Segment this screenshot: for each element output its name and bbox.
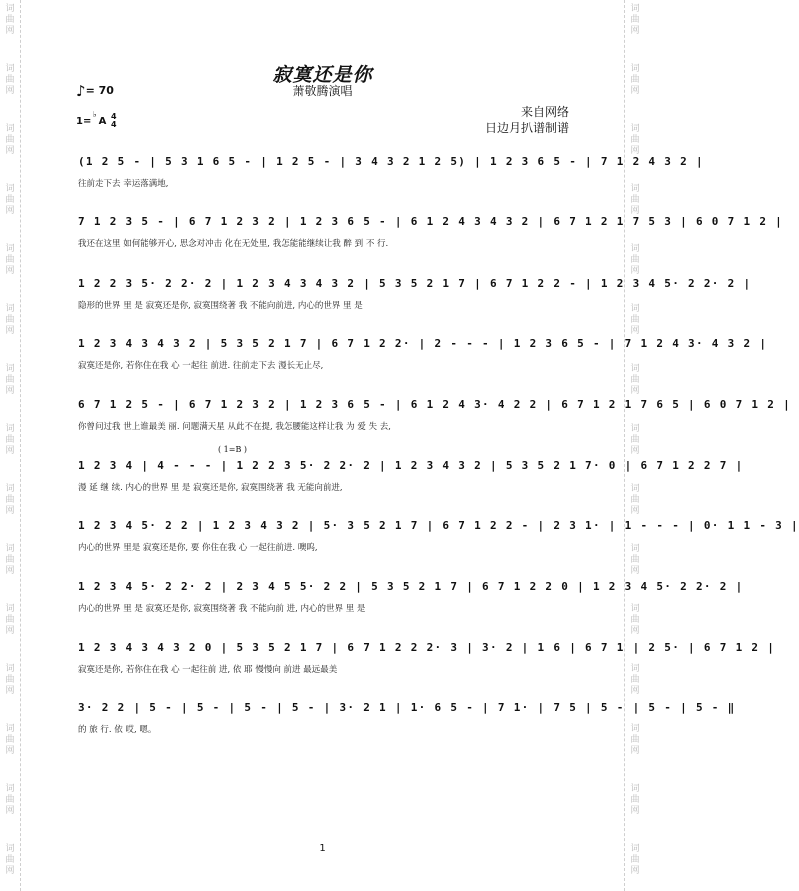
time-signature-top: 4 xyxy=(111,112,117,121)
lyric-line: 往前走下去 幸运落满地, xyxy=(78,179,169,189)
lyric-line: 你曾问过我 世上谁最美 丽. 问题满天星 从此不在提, 我怎腰能这样让我 为 爱 失 去, xyxy=(78,422,391,432)
right-watermark-column xyxy=(624,0,645,891)
notation-line: (1 2 5 - | 5 3 1 6 5 - | 1 2 5 - | 3 4 3 2 1 2 5) | 1 2 3 6 5 - | 7 1 2 4 3 2 | xyxy=(78,155,704,168)
left-watermark-column xyxy=(0,0,21,891)
notation-line: 1 2 3 4 3 4 3 2 0 | 5 3 5 2 1 7 | 6 7 1 2 2 2· 3 | 3· 2 | 1 6 | 6 7 1 | 2 5· | 6 7 1 2 | xyxy=(78,641,776,654)
source-credit: 来自网络 xyxy=(520,105,569,119)
notation-line: 3· 2 2 | 5 - | 5 - | 5 - | 5 - | 3· 2 1 | 1· 6 5 - | 7 1· | 7 5 | 5 - | 5 - | 5 - ‖ xyxy=(78,701,736,714)
key-signature xyxy=(76,110,107,127)
watermark-text: 词 曲 网 xyxy=(5,304,15,336)
watermark-text: 词 曲 网 xyxy=(5,484,15,516)
arranger-credit: 日边月扒谱制谱 xyxy=(484,121,569,135)
watermark-text: 词 曲 网 xyxy=(5,64,15,96)
watermark-text: 词 曲 网 xyxy=(5,364,15,396)
flat-icon: ♭ xyxy=(92,110,97,119)
watermark-text: 词 曲 网 xyxy=(630,364,640,396)
watermark-text: 词 曲 网 xyxy=(5,424,15,456)
lyric-line: 隐形的世界 里 是 寂寞还是你, 寂寞围绕著 我 不能向前进, 内心的世界 里 是 xyxy=(78,301,363,311)
watermark-text: 词 曲 网 xyxy=(630,424,640,456)
watermark-text: 词 曲 网 xyxy=(630,244,640,276)
notation-line: 1 2 3 4 | 4 - - - | 1 2 2 3 5· 2 2· 2 | 1 2 3 4 3 2 | 5 3 5 2 1 7· 0 | 6 7 1 2 2 7 | xyxy=(78,459,744,472)
time-signature-bottom: 4 xyxy=(111,120,117,129)
watermark-text: 词 曲 网 xyxy=(630,724,640,756)
lyric-line: 我还在这里 如何能够开心, 思念对冲击 化在无处里, 我怎能能继续让我 醉 到 不 行. xyxy=(78,239,389,249)
watermark-text: 词 曲 网 xyxy=(5,124,15,156)
notation-line: 6 7 1 2 5 - | 6 7 1 2 3 2 | 1 2 3 6 5 - | 6 1 2 4 3· 4 2 2 | 6 7 1 2 1 7 6 5 | 6 0 7 1 2 | xyxy=(78,398,792,411)
notation-line: 1 2 2 3 5· 2 2· 2 | 1 2 3 4 3 4 3 2 | 5 3 5 2 1 7 | 6 7 1 2 2 - | 1 2 3 4 5· 2 2· 2 | xyxy=(78,277,752,290)
watermark-text: 词 曲 网 xyxy=(5,544,15,576)
lyric-line: 漫 延 继 续. 内心的世界 里 是 寂寞还是你, 寂寞围绕著 我 无能向前进, xyxy=(78,483,343,493)
lyric-line: 的 旅 行. 依 哎, 嗯。 xyxy=(78,725,157,735)
watermark-text: 词 曲 网 xyxy=(630,184,640,216)
watermark-text: 词 曲 网 xyxy=(630,784,640,816)
watermark-text: 词 曲 网 xyxy=(5,844,15,876)
modulation-annotation: ( 1=B ) xyxy=(218,445,247,454)
watermark-text: 词 曲 网 xyxy=(630,124,640,156)
watermark-text: 词 曲 网 xyxy=(630,844,640,876)
watermark-text: 词 曲 网 xyxy=(5,244,15,276)
watermark-text: 词 曲 网 xyxy=(630,484,640,516)
lyric-line: 内心的世界 里 是 寂寞还是你, 寂寞围绕著 我 不能向前 进, 内心的世界 里 是 xyxy=(78,604,366,614)
tempo-marking xyxy=(76,82,114,100)
song-title: 寂寞还是你 xyxy=(272,64,373,86)
watermark-text: 词 曲 网 xyxy=(5,784,15,816)
time-signature xyxy=(111,113,117,129)
watermark-text: 词 曲 网 xyxy=(5,724,15,756)
key-note: A xyxy=(98,116,107,127)
page-number: 1 xyxy=(319,843,326,854)
watermark-text: 词 曲 网 xyxy=(630,544,640,576)
watermark-text: 词 曲 网 xyxy=(630,64,640,96)
notation-line: 1 2 3 4 5· 2 2 | 1 2 3 4 3 2 | 5· 3 5 2 1 7 | 6 7 1 2 2 - | 2 3 1· | 1 - - - | 0· 1 1 - 3 | xyxy=(78,519,799,532)
eighth-note-icon: ♪ xyxy=(76,82,86,100)
watermark-text: 词 曲 网 xyxy=(630,664,640,696)
lyric-line: 寂寞还是你, 若你住在我 心 一起往 前进. 往前走下去 漫长无止尽, xyxy=(78,361,324,371)
watermark-text: 词 曲 网 xyxy=(5,604,15,636)
lyric-line: 寂寞还是你, 若你住在我 心 一起往前 进, 依 耶 慢慢向 前进 最远最美 xyxy=(78,665,338,675)
watermark-text: 词 曲 网 xyxy=(5,664,15,696)
key-prefix: 1= xyxy=(76,116,92,127)
watermark-text: 词 曲 网 xyxy=(5,184,15,216)
watermark-text: 词 曲 网 xyxy=(630,4,640,36)
watermark-text: 词 曲 网 xyxy=(630,304,640,336)
notation-line: 1 2 3 4 3 4 3 2 | 5 3 5 2 1 7 | 6 7 1 2 2· | 2 - - - | 1 2 3 6 5 - | 7 1 2 4 3· 4 3 2 | xyxy=(78,337,768,350)
notation-line: 7 1 2 3 5 - | 6 7 1 2 3 2 | 1 2 3 6 5 - | 6 1 2 4 3 4 3 2 | 6 7 1 2 1 7 5 3 | 6 0 7 1 2 | xyxy=(78,215,784,228)
watermark-text: 词 曲 网 xyxy=(630,604,640,636)
watermark-text: 词 曲 网 xyxy=(5,4,15,36)
tempo-value: = 70 xyxy=(85,84,114,97)
notation-line: 1 2 3 4 5· 2 2· 2 | 2 3 4 5 5· 2 2 | 5 3 5 2 1 7 | 6 7 1 2 2 0 | 1 2 3 4 5· 2 2· 2 | xyxy=(78,580,744,593)
lyric-line: 内心的世界 里是 寂寞还是你, 要 你住在我 心 一起往前进. 噢呜, xyxy=(78,543,318,553)
singer-credit: 萧敬腾演唱 xyxy=(292,84,353,98)
